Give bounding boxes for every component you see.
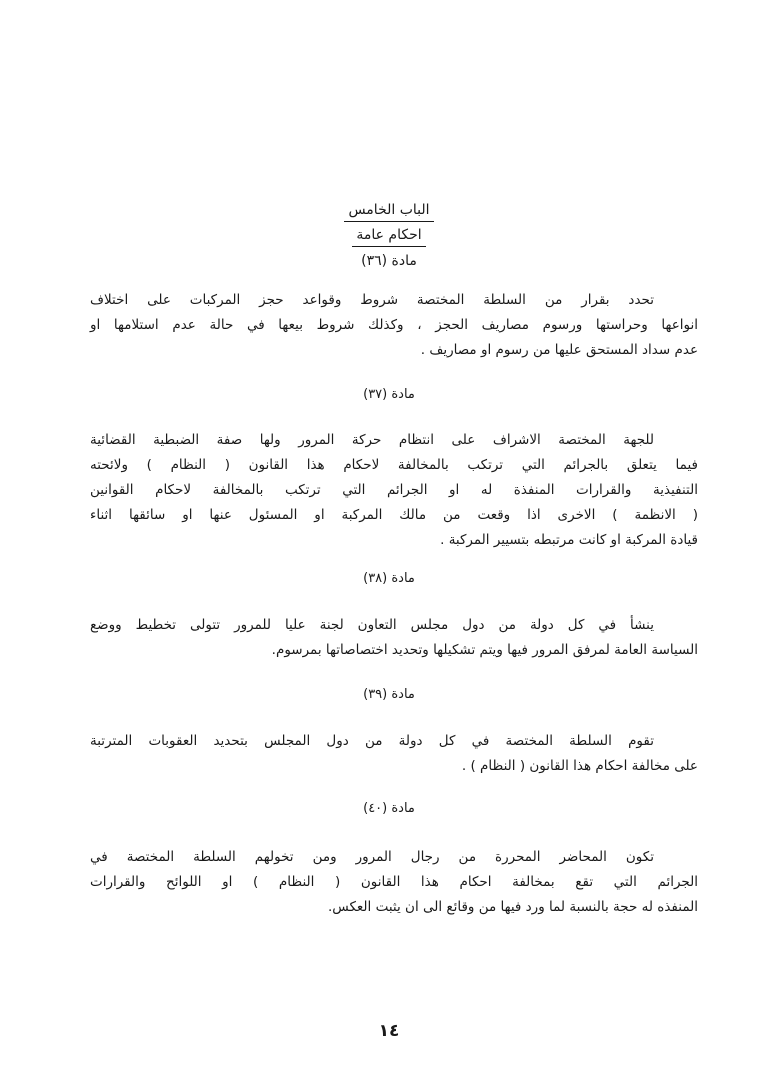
part-title: الباب الخامس — [344, 200, 433, 222]
article-39-text — [90, 729, 698, 779]
article-36-text — [90, 288, 698, 363]
text-line: تقوم السلطة المختصة في كل دولة من دول المجلس بتحديد العقوبات المترتبة — [90, 733, 654, 749]
text-line: تحدد بقرار من السلطة المختصة شروط وقواعد حجز المركبات على اختلاف — [90, 292, 654, 308]
part-header — [0, 200, 778, 271]
article-40-text — [90, 845, 698, 920]
text-line: التنفيذية والقرارات المنفذة له او الجرائم التي ترتكب بالمخالفة لاحكام القوانين — [90, 482, 698, 498]
article-heading-38: مادة (٣٨) — [363, 571, 415, 586]
article-heading-40: مادة (٤٠) — [363, 801, 415, 816]
text-line: السياسة العامة لمرفق المرور فيها ويتم تشكيلها وتحديد اختصاصاتها بمرسوم. — [271, 642, 698, 658]
section-title: احكام عامة — [352, 225, 425, 247]
text-line: ينشأ في كل دولة من دول مجلس التعاون لجنة عليا للمرور تتولى تخطيط ووضع — [90, 617, 654, 633]
page-number: ١٤ — [378, 1021, 400, 1041]
article-38-text — [90, 613, 698, 663]
text-line: الجرائم التي تقع بمخالفة احكام هذا القانون ( النظام ) او اللوائح والقرارات — [90, 874, 698, 890]
text-line: فيما يتعلق بالجرائم التي ترتكب بالمخالفة لاحكام هذا القانون ( النظام ) ولائحته — [90, 457, 698, 473]
article-heading-39: مادة (٣٩) — [363, 687, 415, 702]
text-line: المنفذه له حجة بالنسبة لما ورد فيها من وقائع الى ان يثبت العكس. — [327, 899, 698, 915]
article-heading-36: مادة (٣٦) — [361, 253, 417, 269]
text-line: للجهة المختصة الاشراف على انتظام حركة المرور ولها صفة الضبطية القضائية — [90, 432, 654, 448]
text-line: على مخالفة احكام هذا القانون ( النظام ) . — [461, 758, 698, 774]
text-line: انواعها وحراستها ورسوم مصاريف الحجز ، وكذلك شروط بيعها في حالة عدم استلامها او — [90, 317, 698, 333]
text-line: ( الانظمة ) الاخرى اذا وقعت من مالك المركبة او المسئول عنها او سائقها اثناء — [90, 507, 698, 523]
text-line: قيادة المركبة او كانت مرتبطه بتسيير المركبة . — [440, 532, 698, 548]
article-heading-37: مادة (٣٧) — [363, 387, 415, 402]
text-line: تكون المحاضر المحررة من رجال المرور ومن تخولهم السلطة المختصة في — [90, 849, 654, 865]
article-37-text — [90, 428, 698, 553]
text-line: عدم سداد المستحق عليها من رسوم او مصاريف . — [420, 342, 698, 358]
